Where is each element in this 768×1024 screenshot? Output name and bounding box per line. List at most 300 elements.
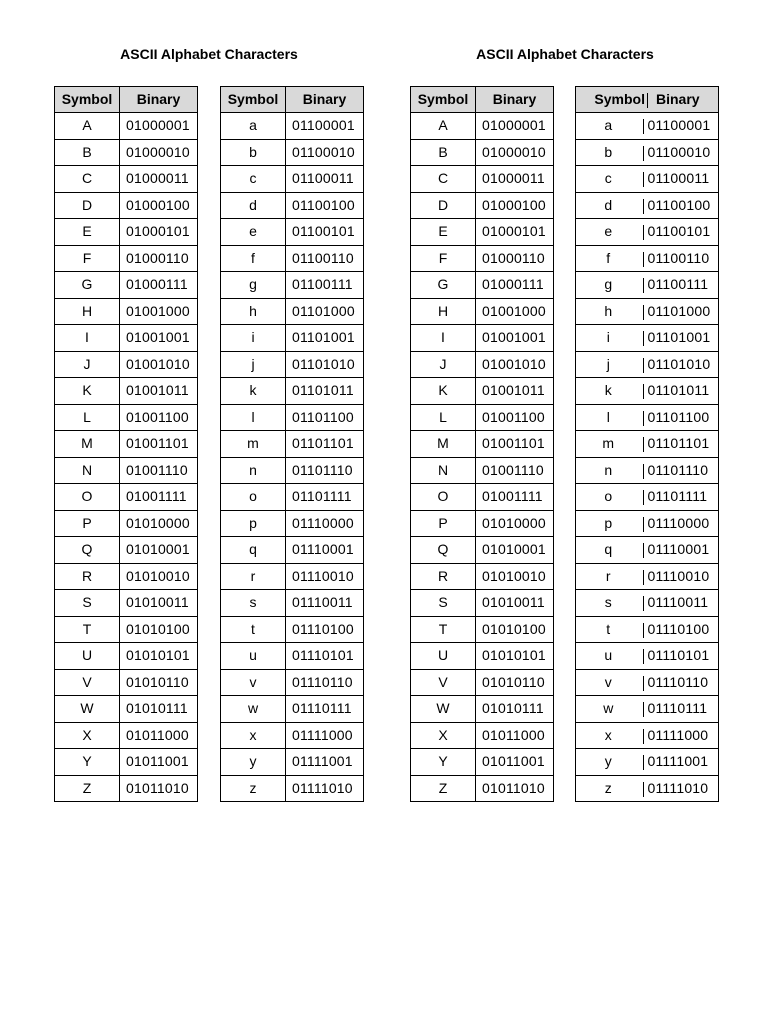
binary-cell: 01000101: [476, 219, 554, 246]
binary-cell: 01100011: [286, 166, 364, 193]
table-row: [411, 537, 554, 564]
symbol-cell: w: [576, 696, 641, 723]
binary-cell: 01111010: [286, 775, 364, 802]
table-row: [221, 457, 364, 484]
binary-cell: 01101111: [286, 484, 364, 511]
binary-cell: [641, 590, 719, 617]
table-row: [576, 404, 719, 431]
uppercase-table-left: [54, 86, 198, 802]
symbol-cell: E: [411, 219, 476, 246]
table-row: [221, 113, 364, 140]
table-row: [411, 749, 554, 776]
divider: [643, 729, 644, 744]
binary-cell: [641, 192, 719, 219]
table-row: [411, 775, 554, 802]
divider: [643, 649, 644, 664]
binary-value: 01101001: [647, 329, 711, 346]
table-row: [221, 378, 364, 405]
binary-cell: 01110110: [286, 669, 364, 696]
table-row: [576, 775, 719, 802]
table-row: [576, 219, 719, 246]
table-row: [576, 590, 719, 617]
symbol-cell: Y: [411, 749, 476, 776]
table-row: [55, 245, 198, 272]
table-row: [576, 351, 719, 378]
binary-value: 01101010: [647, 355, 711, 372]
binary-cell: 01011000: [476, 722, 554, 749]
table-row: [221, 510, 364, 537]
binary-cell: 01011001: [476, 749, 554, 776]
symbol-cell: d: [221, 192, 286, 219]
table-row: [55, 590, 198, 617]
binary-cell: 01100100: [286, 192, 364, 219]
table-row: [576, 166, 719, 193]
divider: [643, 172, 644, 187]
binary-cell: 01101001: [286, 325, 364, 352]
binary-cell: 01000010: [476, 139, 554, 166]
table-row: [55, 404, 198, 431]
divider: [643, 437, 644, 452]
binary-cell: 01000110: [120, 245, 198, 272]
binary-cell: 01101101: [286, 431, 364, 458]
binary-cell: 01010010: [120, 563, 198, 590]
symbol-cell: N: [411, 457, 476, 484]
symbol-header: Symbol: [411, 87, 476, 113]
table-row: [576, 325, 719, 352]
table-row: [576, 537, 719, 564]
symbol-cell: y: [576, 749, 641, 776]
binary-header: Binary: [120, 87, 198, 113]
symbol-cell: a: [221, 113, 286, 140]
table-row: [221, 749, 364, 776]
symbol-cell: j: [576, 351, 641, 378]
symbol-cell: P: [55, 510, 120, 537]
binary-cell: [641, 272, 719, 299]
binary-cell: 01001010: [120, 351, 198, 378]
binary-cell: 01000011: [120, 166, 198, 193]
binary-cell: 01001101: [476, 431, 554, 458]
table-row: [221, 325, 364, 352]
page-title-right: ASCII Alphabet Characters: [476, 46, 654, 62]
table-row: [55, 166, 198, 193]
binary-value: 01110101: [647, 647, 710, 664]
binary-cell: 01100111: [286, 272, 364, 299]
symbol-cell: G: [55, 272, 120, 299]
table-row: [221, 722, 364, 749]
binary-cell: 01111001: [286, 749, 364, 776]
symbol-cell: V: [411, 669, 476, 696]
symbol-cell: T: [411, 616, 476, 643]
table-row: [411, 643, 554, 670]
binary-cell: 01010110: [120, 669, 198, 696]
divider: [643, 490, 644, 505]
binary-cell: 01110100: [286, 616, 364, 643]
symbol-cell: i: [221, 325, 286, 352]
symbol-cell: M: [411, 431, 476, 458]
binary-cell: 01001100: [476, 404, 554, 431]
binary-value: 01100001: [647, 117, 711, 134]
binary-cell: 01100010: [286, 139, 364, 166]
combined-header: [576, 87, 719, 113]
table-row: [221, 563, 364, 590]
binary-cell: 01110101: [286, 643, 364, 670]
binary-cell: 01101100: [286, 404, 364, 431]
table-row: [55, 272, 198, 299]
binary-cell: 01011010: [476, 775, 554, 802]
symbol-cell: e: [221, 219, 286, 246]
symbol-cell: T: [55, 616, 120, 643]
binary-header: Binary: [476, 87, 554, 113]
binary-cell: 01010010: [476, 563, 554, 590]
divider: [643, 596, 644, 611]
symbol-cell: l: [576, 404, 641, 431]
table-row: [411, 166, 554, 193]
binary-value: 01110111: [647, 700, 708, 717]
table-row: [411, 484, 554, 511]
table-row: [411, 139, 554, 166]
binary-cell: 01010100: [476, 616, 554, 643]
symbol-cell: l: [221, 404, 286, 431]
binary-cell: 01000110: [476, 245, 554, 272]
table-row: [55, 378, 198, 405]
symbol-cell: q: [221, 537, 286, 564]
binary-cell: 01000101: [120, 219, 198, 246]
table-row: [221, 351, 364, 378]
divider: [643, 702, 644, 717]
table-row: [221, 616, 364, 643]
divider: [647, 93, 648, 108]
binary-cell: [641, 749, 719, 776]
symbol-cell: M: [55, 431, 120, 458]
symbol-cell: E: [55, 219, 120, 246]
binary-cell: [641, 378, 719, 405]
symbol-cell: Q: [55, 537, 120, 564]
symbol-cell: o: [221, 484, 286, 511]
symbol-cell: W: [55, 696, 120, 723]
binary-cell: [641, 484, 719, 511]
symbol-cell: z: [221, 775, 286, 802]
symbol-cell: g: [576, 272, 641, 299]
symbol-cell: s: [576, 590, 641, 617]
symbol-cell: X: [411, 722, 476, 749]
binary-cell: [641, 139, 719, 166]
symbol-cell: K: [411, 378, 476, 405]
binary-cell: 01001110: [120, 457, 198, 484]
table-row: [411, 272, 554, 299]
table-row: [221, 537, 364, 564]
symbol-cell: q: [576, 537, 641, 564]
binary-cell: [641, 563, 719, 590]
symbol-cell: z: [576, 775, 641, 802]
symbol-cell: N: [55, 457, 120, 484]
binary-cell: 01001101: [120, 431, 198, 458]
table-row: [221, 166, 364, 193]
table-row: [576, 245, 719, 272]
symbol-cell: S: [411, 590, 476, 617]
divider: [643, 358, 644, 373]
binary-value: 01110001: [647, 541, 710, 558]
binary-value: 01101101: [647, 435, 710, 452]
divider: [643, 278, 644, 293]
binary-cell: 01001001: [120, 325, 198, 352]
table-row: [411, 510, 554, 537]
symbol-cell: k: [576, 378, 641, 405]
binary-cell: [641, 298, 719, 325]
binary-cell: [641, 775, 719, 802]
table-row: [55, 457, 198, 484]
symbol-cell: G: [411, 272, 476, 299]
symbol-cell: r: [221, 563, 286, 590]
divider: [643, 331, 644, 346]
symbol-cell: n: [576, 457, 641, 484]
table-row: [55, 775, 198, 802]
table-row: [576, 722, 719, 749]
table-row: [576, 510, 719, 537]
table-row: [576, 696, 719, 723]
symbol-cell: A: [55, 113, 120, 140]
table-row: [55, 643, 198, 670]
symbol-header: Symbol: [594, 91, 645, 107]
binary-cell: 01110001: [286, 537, 364, 564]
symbol-cell: b: [221, 139, 286, 166]
table-row: [576, 298, 719, 325]
table-row: [221, 643, 364, 670]
binary-value: 01101110: [647, 461, 709, 478]
table-row: [411, 378, 554, 405]
symbol-cell: e: [576, 219, 641, 246]
binary-cell: 01011001: [120, 749, 198, 776]
symbol-cell: m: [576, 431, 641, 458]
table-row: [55, 139, 198, 166]
divider: [643, 119, 644, 134]
binary-cell: 01100001: [286, 113, 364, 140]
table-row: [576, 484, 719, 511]
table-row: [411, 404, 554, 431]
table-row: [411, 590, 554, 617]
symbol-cell: w: [221, 696, 286, 723]
symbol-cell: r: [576, 563, 641, 590]
table-row: [55, 351, 198, 378]
binary-header: Binary: [656, 91, 700, 107]
binary-cell: 01000001: [476, 113, 554, 140]
binary-cell: 01101110: [286, 457, 364, 484]
binary-cell: [641, 113, 719, 140]
page-title-left: ASCII Alphabet Characters: [120, 46, 298, 62]
table-row: [411, 192, 554, 219]
binary-cell: 01000100: [476, 192, 554, 219]
lowercase-table-right: [575, 86, 719, 802]
binary-cell: [641, 722, 719, 749]
divider: [643, 517, 644, 532]
symbol-cell: c: [221, 166, 286, 193]
uppercase-table-right: [410, 86, 554, 802]
binary-cell: 01100101: [286, 219, 364, 246]
symbol-cell: B: [411, 139, 476, 166]
table-row: [411, 325, 554, 352]
symbol-cell: p: [576, 510, 641, 537]
binary-cell: [641, 351, 719, 378]
table-row: [221, 192, 364, 219]
binary-cell: 01010111: [120, 696, 198, 723]
binary-value: 01111000: [647, 726, 709, 743]
symbol-cell: b: [576, 139, 641, 166]
table-row: [411, 219, 554, 246]
binary-cell: 01000010: [120, 139, 198, 166]
symbol-cell: Z: [55, 775, 120, 802]
table-row: [576, 749, 719, 776]
symbol-cell: n: [221, 457, 286, 484]
binary-cell: [641, 537, 719, 564]
table-row: [221, 219, 364, 246]
table-row: [55, 325, 198, 352]
binary-cell: 01101011: [286, 378, 364, 405]
symbol-cell: x: [576, 722, 641, 749]
table-row: [221, 245, 364, 272]
symbol-cell: f: [576, 245, 641, 272]
binary-cell: 01010100: [120, 616, 198, 643]
table-row: [411, 457, 554, 484]
binary-value: 01110100: [647, 620, 710, 637]
binary-value: 01101111: [647, 488, 708, 505]
divider: [643, 755, 644, 770]
symbol-cell: t: [576, 616, 641, 643]
binary-cell: [641, 457, 719, 484]
divider: [643, 411, 644, 426]
table-row: [576, 616, 719, 643]
table-row: [576, 563, 719, 590]
symbol-cell: K: [55, 378, 120, 405]
symbol-cell: A: [411, 113, 476, 140]
binary-cell: [641, 696, 719, 723]
binary-cell: 01001001: [476, 325, 554, 352]
binary-value: 01110011: [647, 594, 709, 611]
symbol-cell: u: [221, 643, 286, 670]
symbol-cell: v: [576, 669, 641, 696]
divider: [643, 199, 644, 214]
symbol-cell: U: [55, 643, 120, 670]
binary-cell: 01010001: [476, 537, 554, 564]
symbol-cell: L: [55, 404, 120, 431]
binary-cell: 01010000: [120, 510, 198, 537]
table-row: [55, 696, 198, 723]
binary-cell: [641, 510, 719, 537]
binary-cell: 01001000: [476, 298, 554, 325]
binary-cell: 01000111: [120, 272, 198, 299]
binary-cell: 01001100: [120, 404, 198, 431]
binary-cell: 01010000: [476, 510, 554, 537]
symbol-cell: O: [55, 484, 120, 511]
binary-value: 01100110: [647, 249, 710, 266]
divider: [643, 252, 644, 267]
symbol-cell: m: [221, 431, 286, 458]
symbol-cell: h: [576, 298, 641, 325]
table-row: [55, 722, 198, 749]
binary-value: 01111010: [647, 779, 709, 796]
binary-cell: 01001110: [476, 457, 554, 484]
symbol-cell: B: [55, 139, 120, 166]
binary-cell: 01010110: [476, 669, 554, 696]
divider: [643, 384, 644, 399]
symbol-cell: J: [55, 351, 120, 378]
table-row: [576, 457, 719, 484]
divider: [643, 146, 644, 161]
symbol-cell: W: [411, 696, 476, 723]
table-row: [55, 113, 198, 140]
table-row: [576, 643, 719, 670]
symbol-cell: c: [576, 166, 641, 193]
symbol-cell: D: [55, 192, 120, 219]
symbol-header: Symbol: [55, 87, 120, 113]
binary-value: 01100111: [647, 276, 709, 293]
binary-cell: 01001111: [120, 484, 198, 511]
binary-cell: [641, 325, 719, 352]
symbol-cell: h: [221, 298, 286, 325]
binary-cell: 01001011: [476, 378, 554, 405]
symbol-cell: D: [411, 192, 476, 219]
symbol-cell: O: [411, 484, 476, 511]
symbol-cell: J: [411, 351, 476, 378]
divider: [643, 570, 644, 585]
table-row: [411, 113, 554, 140]
binary-value: 01100100: [647, 196, 711, 213]
binary-cell: 01000001: [120, 113, 198, 140]
binary-cell: 01000100: [120, 192, 198, 219]
symbol-cell: U: [411, 643, 476, 670]
symbol-cell: t: [221, 616, 286, 643]
symbol-cell: v: [221, 669, 286, 696]
symbol-cell: P: [411, 510, 476, 537]
symbol-cell: R: [55, 563, 120, 590]
binary-cell: [641, 245, 719, 272]
binary-value: 01100011: [647, 170, 710, 187]
symbol-cell: f: [221, 245, 286, 272]
divider: [643, 225, 644, 240]
table-row: [221, 590, 364, 617]
divider: [643, 464, 644, 479]
table-row: [576, 113, 719, 140]
divider: [643, 782, 644, 797]
table-row: [576, 431, 719, 458]
table-row: [221, 775, 364, 802]
table-row: [221, 669, 364, 696]
table-row: [55, 537, 198, 564]
symbol-cell: g: [221, 272, 286, 299]
table-row: [411, 669, 554, 696]
binary-cell: 01001111: [476, 484, 554, 511]
binary-cell: 01111000: [286, 722, 364, 749]
table-row: [55, 749, 198, 776]
binary-cell: 01101000: [286, 298, 364, 325]
symbol-cell: R: [411, 563, 476, 590]
binary-cell: 01100110: [286, 245, 364, 272]
symbol-cell: I: [55, 325, 120, 352]
table-row: [221, 431, 364, 458]
table-row: [411, 351, 554, 378]
symbol-cell: i: [576, 325, 641, 352]
binary-value: 01101000: [647, 302, 711, 319]
divider: [643, 543, 644, 558]
symbol-cell: a: [576, 113, 641, 140]
binary-cell: 01001000: [120, 298, 198, 325]
symbol-cell: j: [221, 351, 286, 378]
binary-cell: 01110011: [286, 590, 364, 617]
lowercase-table-left: [220, 86, 364, 802]
symbol-cell: Q: [411, 537, 476, 564]
symbol-cell: L: [411, 404, 476, 431]
symbol-cell: Z: [411, 775, 476, 802]
binary-cell: 01110000: [286, 510, 364, 537]
table-row: [55, 484, 198, 511]
